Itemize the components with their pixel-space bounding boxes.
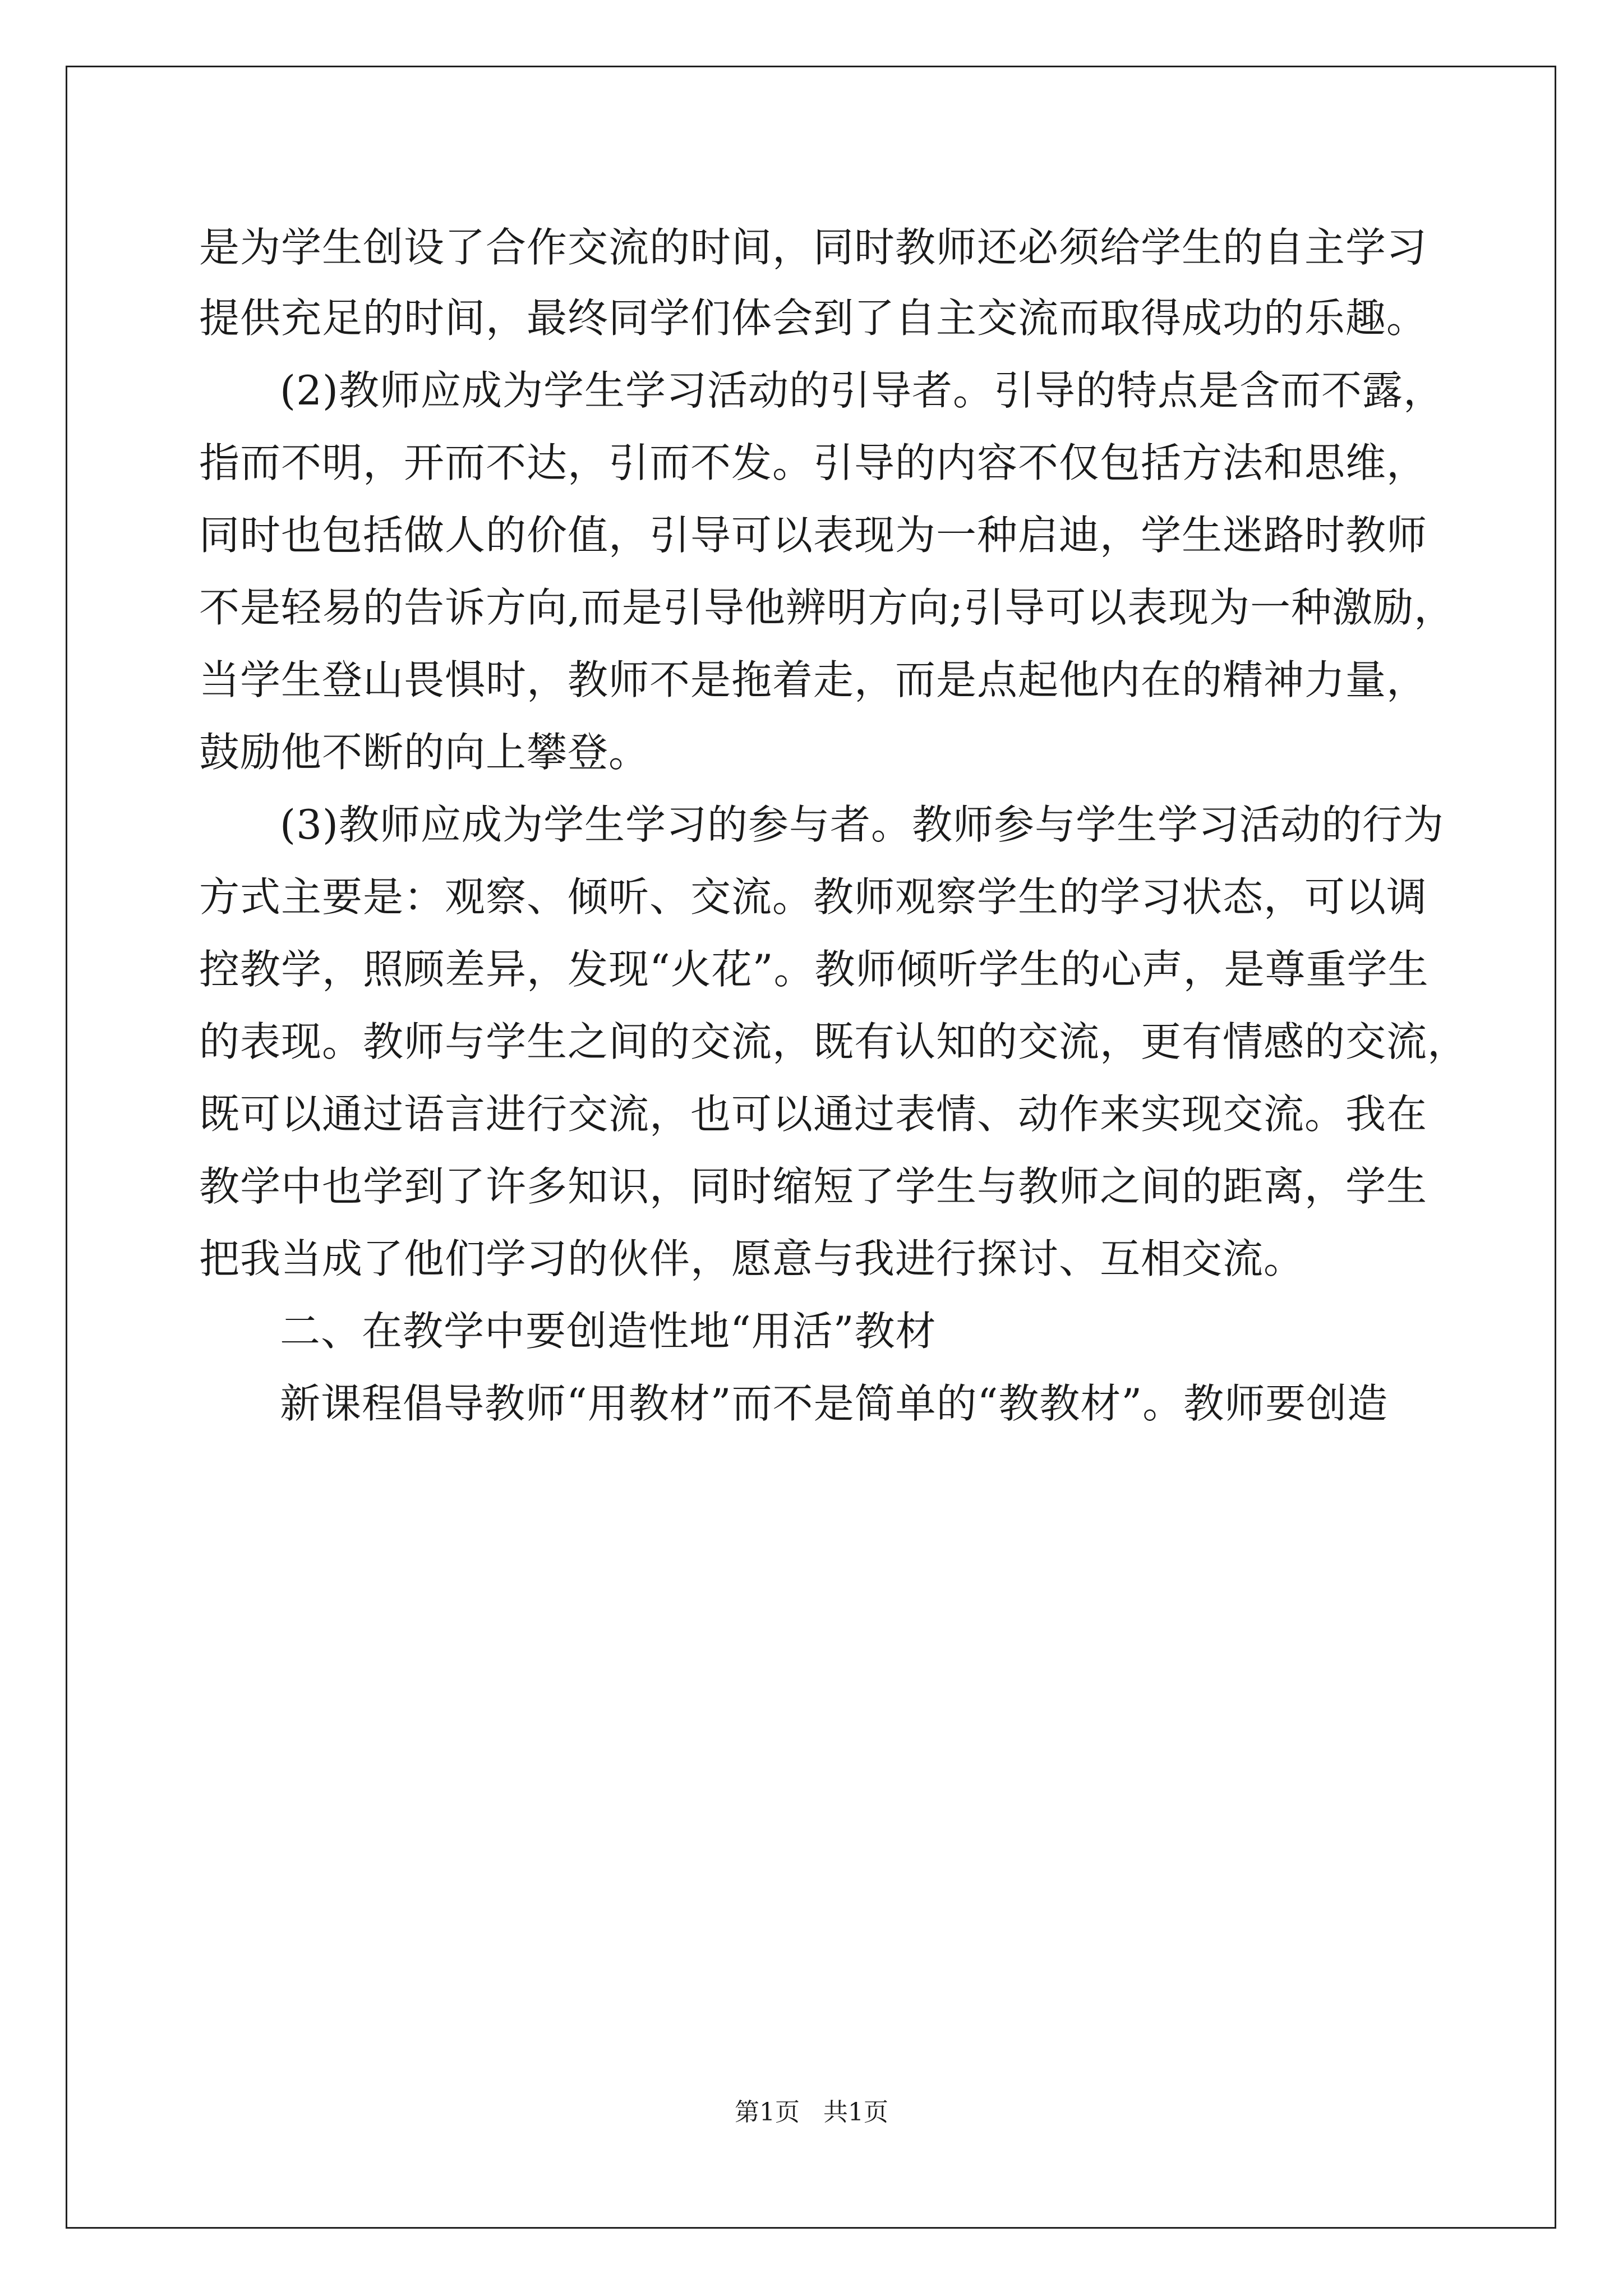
text-line: 方式主要是：观察、倾听、交流。教师观察学生的学习状态，可以调: [199, 873, 1428, 921]
text-line: 是为学生创设了合作交流的时间，同时教师还必须给学生的自主学习: [199, 224, 1428, 271]
paragraph-start-line: (3)教师应成为学生学习的参与者。教师参与学生学习活动的行为: [280, 801, 1444, 848]
text-line: 当学生登山畏惧时，教师不是拖着走，而是点起他内在的精神力量，: [199, 656, 1428, 703]
text-line: 既可以通过语言进行交流，也可以通过表情、动作来实现交流。我在: [199, 1091, 1428, 1138]
text-line: 控教学，照顾差异，发现“火花”。教师倾听学生的心声，是尊重学生: [199, 946, 1429, 993]
text-line: 把我当成了他们学习的伙伴，愿意与我进行探讨、互相交流。: [199, 1235, 1305, 1282]
text-line: 指而不明，开而不达，引而不发。引导的内容不仅包括方法和思维，: [199, 439, 1428, 486]
text-line: 同时也包括做人的价值，引导可以表现为一种启迪，学生迷路时教师: [199, 512, 1428, 559]
paragraph-start-line: (2)教师应成为学生学习活动的引导者。引导的特点是含而不露，: [280, 367, 1444, 414]
section-heading: 二、在教学中要创造性地“用活”教材: [280, 1308, 937, 1355]
text-line: 不是轻易的告诉方向,而是引导他辨明方向;引导可以表现为一种激励，: [199, 584, 1455, 631]
paragraph-start-line: 新课程倡导教师“用教材”而不是简单的“教教材”。教师要创造: [280, 1380, 1389, 1427]
page-number-footer: 第1页 共1页: [735, 2098, 888, 2127]
text-line: 鼓励他不断的向上攀登。: [199, 729, 650, 776]
text-line: 的表现。教师与学生之间的交流，既有认知的交流，更有情感的交流，: [199, 1018, 1469, 1065]
text-line: 教学中也学到了许多知识，同时缩短了学生与教师之间的距离，学生: [199, 1163, 1428, 1210]
text-line: 提供充足的时间，最终同学们体会到了自主交流而取得成功的乐趣。: [199, 295, 1428, 342]
